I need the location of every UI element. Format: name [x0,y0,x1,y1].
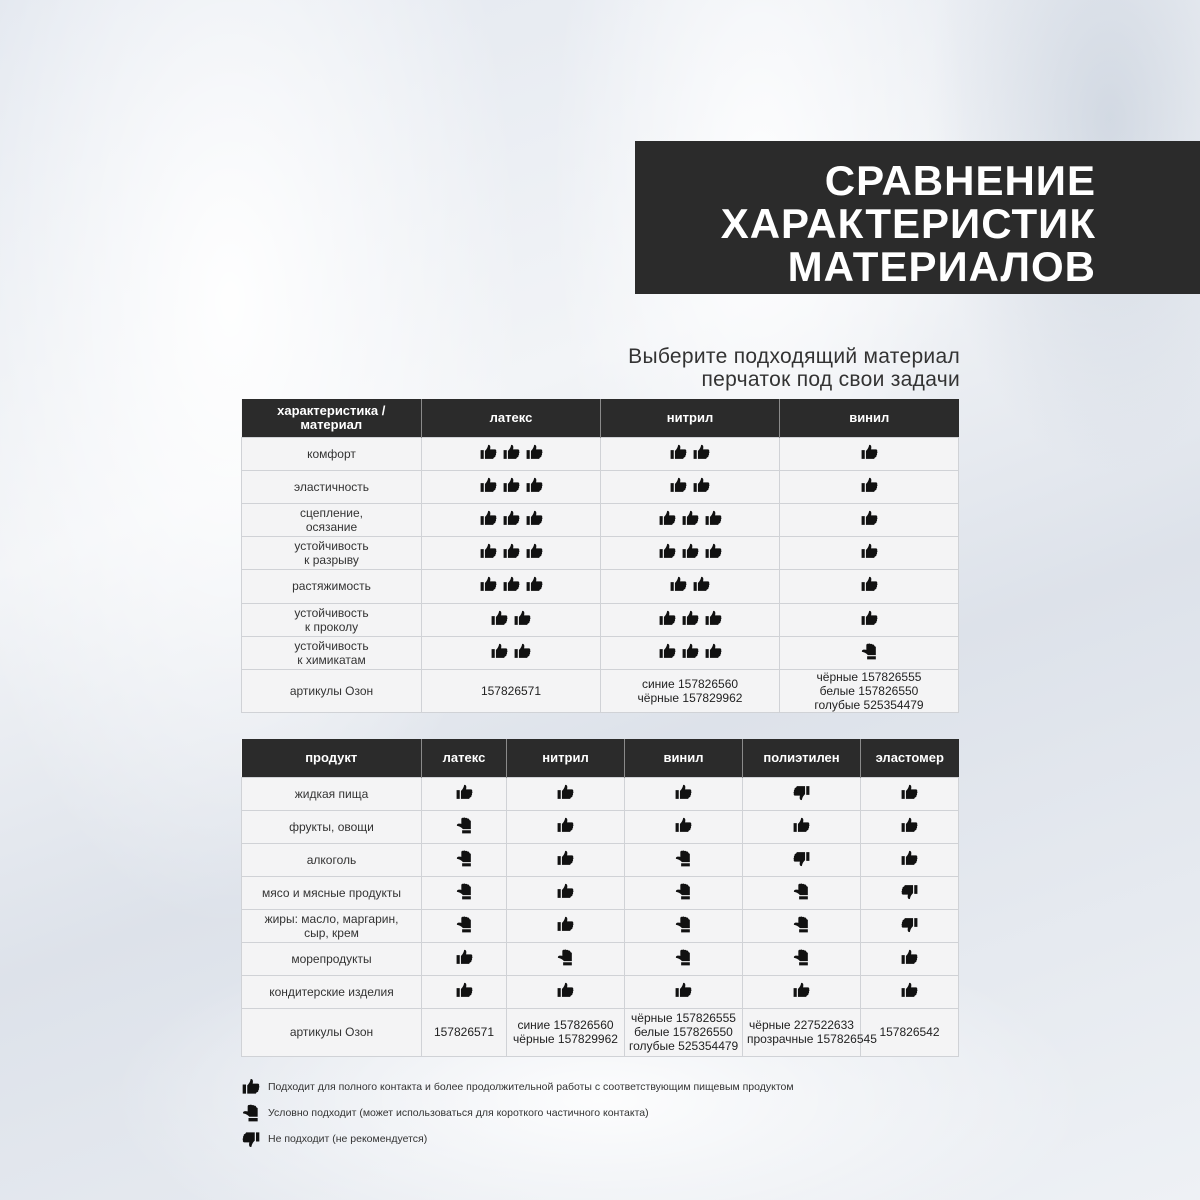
rating-cell [861,843,959,876]
header-material [507,739,625,777]
food-compatibility-table [241,739,959,1057]
rating-cell [422,603,601,636]
thumbs-up-icon [525,443,544,462]
rating-cell [507,810,625,843]
rating-cell [625,975,743,1008]
rating-cell [422,503,601,536]
table-row [242,437,959,470]
text-line: жиры: масло, маргарин, [264,911,399,926]
thumbs-up-icon [860,609,879,628]
rating-cell [743,810,861,843]
text-line: голубые 525354479 [629,1039,739,1053]
thumbs-up-icon [502,476,521,495]
thumb-side-icon [455,816,474,835]
row-label [242,636,422,669]
header-material [601,399,780,437]
thumbs-up-icon [792,816,811,835]
text-line: комфорт [307,446,356,461]
text-line: 157826571 [480,683,542,698]
title-line: СРАВНЕНИЕ [824,157,1096,204]
thumbs-up-icon [674,783,693,802]
thumb-side-icon [455,849,474,868]
thumbs-up-icon [556,882,575,901]
rating-cell [861,777,959,810]
thumb-side-icon [674,849,693,868]
thumb-side-icon [674,915,693,934]
rating-cell [861,909,959,942]
thumbs-up-icon [658,509,677,528]
header-first-column [242,399,422,437]
title-line: МАТЕРИАЛОВ [787,243,1096,290]
text-line: фрукты, овощи [289,819,374,834]
sku-cell [625,1008,743,1056]
text-line: к разрыву [304,552,359,567]
thumbs-up-icon [479,509,498,528]
legend-text: Условно подходит (может использоваться для короткого частичного контакта) [268,1107,649,1119]
rating-cell [625,909,743,942]
text-line: характеристика / [277,402,386,418]
thumbs-up-icon [704,542,723,561]
text-line: морепродукты [291,951,372,966]
rating-cell [422,909,507,942]
rating-cell [780,470,959,503]
thumbs-up-icon [681,509,700,528]
rating-cell [422,569,601,603]
rating-cell [780,569,959,603]
thumbs-down-icon [900,882,919,901]
text-line: белые 157826550 [634,1025,733,1039]
thumbs-down-icon [792,849,811,868]
thumbs-up-icon [502,509,521,528]
text-line: 157826571 [433,1025,495,1039]
row-label [242,669,422,712]
thumbs-up-icon [455,948,474,967]
rating-cell [601,470,780,503]
thumb-side-icon [860,642,879,661]
thumbs-up-icon [525,575,544,594]
thumbs-up-icon [900,948,919,967]
thumbs-up-icon [658,642,677,661]
row-label [242,437,422,470]
thumbs-up-icon [900,849,919,868]
rating-cell [780,636,959,669]
thumbs-up-icon [669,476,688,495]
sku-cell [601,669,780,712]
thumbs-up-icon [674,981,693,1000]
text-line: нитрил [542,749,589,765]
text-line: нитрил [666,409,714,425]
sku-row [242,1008,959,1056]
thumbs-up-icon [860,509,879,528]
thumbs-up-icon [900,981,919,1000]
rating-cell [422,777,507,810]
row-label [242,1008,422,1056]
thumbs-up-icon [674,816,693,835]
rating-cell [780,536,959,569]
text-line: чёрные 157829962 [637,690,743,705]
rating-cell [601,536,780,569]
table-row [242,503,959,536]
rating-cell [625,810,743,843]
text-line: голубые 525354479 [814,697,924,712]
row-label [242,777,422,810]
rating-cell [601,437,780,470]
text-line: материал [300,416,363,432]
text-line: сыр, крем [304,925,359,940]
rating-cell [780,603,959,636]
rating-cell [422,437,601,470]
thumb-side-icon [455,882,474,901]
table-row [242,810,959,843]
thumb-side-icon [455,915,474,934]
thumbs-up-icon [502,575,521,594]
thumbs-up-icon [556,981,575,1000]
thumbs-up-icon [681,609,700,628]
text-line: эластомер [875,749,944,765]
thumbs-up-icon [704,609,723,628]
rating-cell [861,810,959,843]
text-line: синие 157826560 [517,1018,614,1032]
rating-cell [625,843,743,876]
rating-cell [743,777,861,810]
text-line: мясо и мясные продукты [261,885,402,900]
text-line: алкоголь [306,852,357,867]
text-line: осязание [305,519,358,534]
rating-cell [422,843,507,876]
table-row [242,636,959,669]
thumbs-up-icon [556,849,575,868]
materials-comparison-table [241,399,959,713]
sku-cell [422,1008,507,1056]
thumb-side-icon [792,882,811,901]
header-material [780,399,959,437]
rating-cell [743,843,861,876]
title-banner [635,141,1200,294]
row-label [242,503,422,536]
table-row [242,876,959,909]
text-line: жидкая пища [294,786,369,801]
thumbs-up-icon [479,542,498,561]
text-line: растяжимость [292,579,371,593]
sku-cell [422,669,601,712]
text-line: 157826542 [879,1025,940,1039]
thumbs-up-icon [490,642,509,661]
thumbs-down-icon [792,783,811,802]
text-line: винил [663,749,704,765]
thumbs-up-icon [525,542,544,561]
rating-cell [861,876,959,909]
text-line: чёрные 227522633 [749,1018,854,1032]
header-first-column [242,739,422,777]
text-line: винил [849,409,890,425]
thumbs-up-icon [502,542,521,561]
thumbs-up-icon [479,476,498,495]
table-row [242,470,959,503]
row-label [242,909,422,942]
title-line: ХАРАКТЕРИСТИК [720,200,1096,247]
text-line: эластичность [293,479,370,494]
sku-cell [743,1008,877,1056]
text-line: чёрные 157829962 [513,1032,618,1046]
thumbs-up-icon [556,783,575,802]
subtitle [628,345,960,391]
text-line: продукт [305,749,358,765]
thumbs-up-icon [513,642,532,661]
rating-cell [422,470,601,503]
table-row [242,569,959,603]
rating-cell [601,503,780,536]
thumbs-up-icon [692,476,711,495]
thumbs-up-icon [479,575,498,594]
thumbs-up-icon [669,575,688,594]
sku-row [242,669,959,712]
header-material [861,739,959,777]
text-line: устойчивость [294,638,369,653]
thumbs-up-icon [525,476,544,495]
rating-cell [780,503,959,536]
rating-cell [601,636,780,669]
legend-item [241,1103,649,1123]
legend-text: Не подходит (не рекомендуется) [268,1133,428,1145]
thumbs-up-icon [479,443,498,462]
thumb-side-icon [792,948,811,967]
rating-cell [422,942,507,975]
text-line: чёрные 157826555 [631,1011,736,1025]
thumbs-up-icon [900,783,919,802]
rating-cell [780,437,959,470]
rating-cell [625,777,743,810]
row-label [242,536,422,569]
thumbs-up-icon [704,642,723,661]
table-row [242,536,959,569]
row-label [242,603,422,636]
header-material [422,739,507,777]
table-row [242,603,959,636]
thumbs-up-icon [900,816,919,835]
rating-cell [625,942,743,975]
thumbs-down-icon [241,1129,261,1149]
rating-cell [861,975,959,1008]
legend-item [241,1129,427,1149]
rating-cell [743,942,861,975]
row-label [242,843,422,876]
text-line: латекс [442,749,486,765]
thumb-side-icon [241,1103,261,1123]
thumbs-down-icon [900,915,919,934]
row-label [242,470,422,503]
rating-cell [422,536,601,569]
thumbs-up-icon [241,1077,261,1097]
row-label [242,975,422,1008]
rating-cell [422,975,507,1008]
thumbs-up-icon [692,575,711,594]
row-label [242,569,422,603]
thumb-side-icon [556,948,575,967]
text-line: латекс [489,409,533,425]
table-row [242,975,959,1008]
thumbs-up-icon [525,509,544,528]
thumbs-up-icon [681,642,700,661]
text-line: артикулы Озон [289,683,374,698]
rating-cell [507,975,625,1008]
rating-cell [422,876,507,909]
row-label [242,810,422,843]
text-line: устойчивость [294,538,369,553]
sku-cell [507,1008,625,1056]
thumbs-up-icon [860,476,879,495]
thumb-side-icon [674,882,693,901]
legend-text: Подходит для полного контакта и более продолжительной работы с соответствующим пищевым продуктом [268,1081,794,1093]
thumbs-up-icon [860,575,879,594]
thumbs-up-icon [669,443,688,462]
thumbs-up-icon [502,443,521,462]
rating-cell [625,876,743,909]
thumbs-up-icon [860,443,879,462]
thumbs-up-icon [513,609,532,628]
table-row [242,942,959,975]
rating-cell [422,810,507,843]
thumb-side-icon [792,915,811,934]
thumbs-up-icon [490,609,509,628]
thumbs-up-icon [455,783,474,802]
rating-cell [507,909,625,942]
legend-item [241,1077,794,1097]
header-material [422,399,601,437]
rating-cell [743,975,861,1008]
table-row [242,843,959,876]
rating-cell [743,909,861,942]
thumbs-up-icon [681,542,700,561]
rating-cell [601,569,780,603]
thumbs-up-icon [692,443,711,462]
row-label [242,876,422,909]
text-line: белые 157826550 [819,683,919,698]
thumbs-up-icon [556,915,575,934]
text-line: чёрные 157826555 [816,669,922,684]
rating-cell [507,777,625,810]
table-row [242,909,959,942]
text-line: синие 157826560 [641,676,739,691]
text-line: устойчивость [294,605,369,620]
thumbs-up-icon [658,609,677,628]
rating-cell [743,876,861,909]
header-material [625,739,743,777]
rating-cell [507,843,625,876]
text-line: кондитерские изделия [269,984,394,999]
rating-cell [422,636,601,669]
thumbs-up-icon [860,542,879,561]
thumbs-up-icon [455,981,474,1000]
thumbs-up-icon [658,542,677,561]
header-material [743,739,861,777]
text-line: полиэтилен [763,749,840,765]
text-line: к химикатам [297,652,366,667]
thumbs-up-icon [704,509,723,528]
text-line: сцепление, [300,505,363,520]
text-line: к проколу [304,619,359,634]
thumb-side-icon [674,948,693,967]
rating-cell [507,942,625,975]
text-line: артикулы Озон [289,1025,374,1039]
text-line: прозрачные 157826545 [747,1032,877,1046]
rating-cell [507,876,625,909]
rating-cell [861,942,959,975]
sku-cell [780,669,959,712]
subtitle-line: перчаток под свои задачи [701,368,960,391]
subtitle-line: Выберите подходящий материал [628,345,960,368]
thumbs-up-icon [556,816,575,835]
row-label [242,942,422,975]
thumbs-up-icon [792,981,811,1000]
table-row [242,777,959,810]
rating-cell [601,603,780,636]
